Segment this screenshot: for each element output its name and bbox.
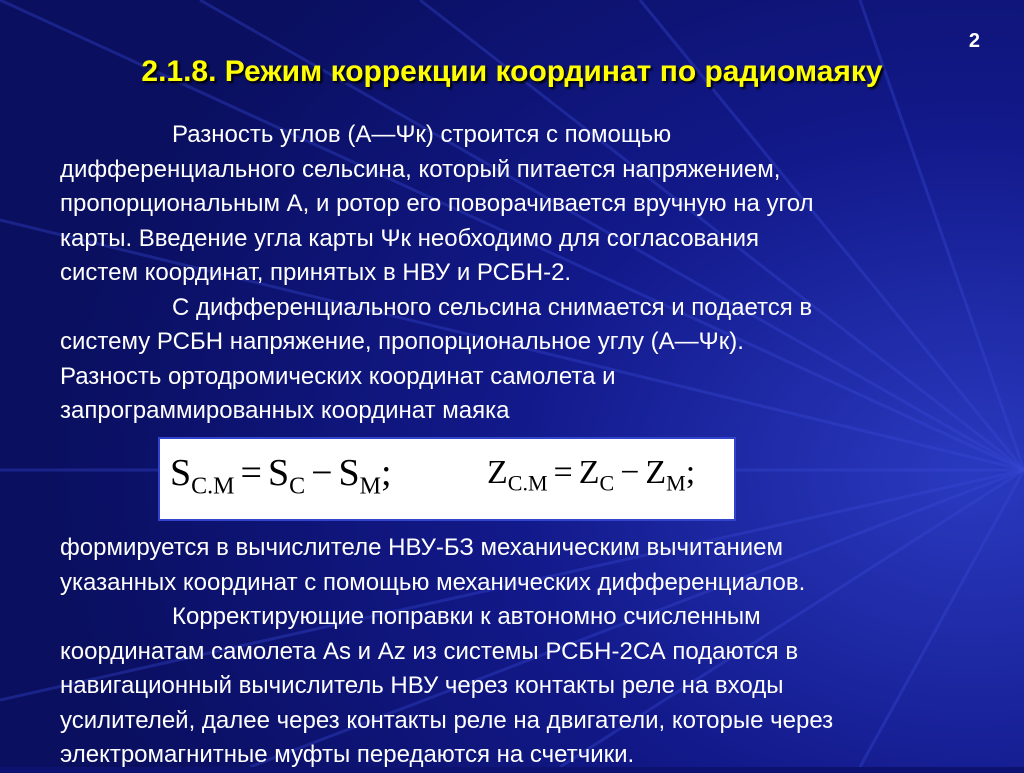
subscript: M <box>666 470 686 496</box>
text-line: Разность углов (А—Ψк) строится с помощью <box>172 121 672 148</box>
slide-title: 2.1.8. Режим коррекции координат по радиомаяку <box>141 55 883 88</box>
symbol: S <box>267 452 290 494</box>
text-line: запрограммированных координат маяка <box>60 397 510 424</box>
body-paragraph-1 <box>60 118 814 429</box>
text-line: пропорциональным А, и ротор его поворачивается вручную на угол <box>60 190 814 217</box>
operator: = <box>553 454 573 491</box>
subscript: M <box>359 473 382 500</box>
operator: − <box>620 454 640 491</box>
operator: = <box>240 452 262 494</box>
formula-s <box>170 451 392 500</box>
symbol: S <box>338 452 360 494</box>
text-line: формируется в вычислителе НВУ-БЗ механическим вычитанием <box>60 534 784 561</box>
symbol: S <box>170 452 192 494</box>
text-line: указанных координат с помощью механических дифференциалов. <box>60 568 806 596</box>
symbol: Z <box>487 454 508 491</box>
subscript: C <box>599 470 615 496</box>
slide-number: 2 <box>968 30 980 52</box>
symbol: Z <box>578 454 600 491</box>
text-line: Корректирующие поправки к автономно счисленным <box>172 603 761 630</box>
text-line: карты. Введение угла карты Ψк необходимо для согласования <box>60 224 760 252</box>
formula-box <box>158 437 736 521</box>
text-line: электромагнитные муфты передаются на счетчики. <box>60 741 635 768</box>
text-line: С дифференциального сельсина снимается и подается в <box>172 293 813 321</box>
subscript: C <box>289 473 306 500</box>
subscript: C.M <box>507 470 548 496</box>
formula-z <box>487 454 696 496</box>
body-paragraph-2 <box>60 531 833 773</box>
text-line: систему РСБН напряжение, пропорциональное углу (А—Ψк). <box>60 328 744 355</box>
text-line: координатам самолета As и Az из системы РСБН-2СА подаются в <box>60 637 799 665</box>
text-line: усилителей, далее через контакты реле на двигатели, которые через <box>60 706 834 734</box>
text-line: дифференциального сельсина, который питается напряжением, <box>60 155 781 183</box>
symbol: Z <box>645 454 667 491</box>
punctuation: ; <box>381 452 392 494</box>
text-line: систем координат, принятых в НВУ и РСБН-2. <box>60 259 572 286</box>
punctuation: ; <box>685 454 696 491</box>
text-line: навигационный вычислитель НВУ через контакты реле на входы <box>60 672 784 699</box>
text-line: Разность ортодромических координат самолета и <box>60 362 616 390</box>
subscript: C.M <box>191 473 235 500</box>
operator: − <box>311 452 333 494</box>
